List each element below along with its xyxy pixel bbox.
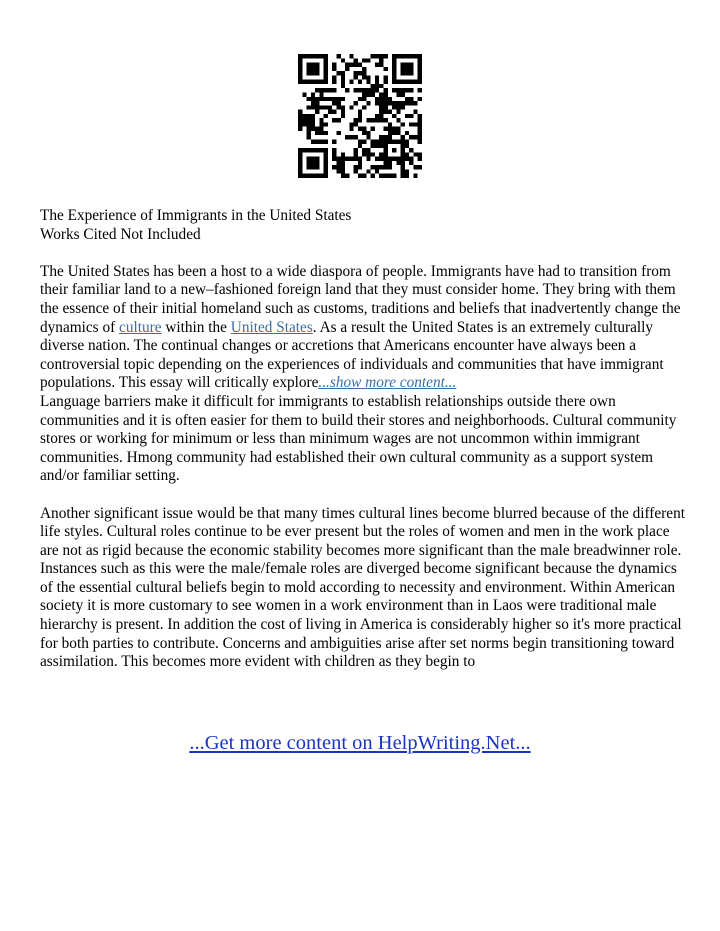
- intro-text-middle: within the: [161, 318, 231, 336]
- intro-text-end: . As a result the United States is an extremely culturally diverse nation. The continual changes or accretions that Americans encounter have always been a controversial topic depending on the experiences of individuals and communities that have immigrant populations. This essay will critically explore: [40, 318, 664, 392]
- document-title: The Experience of Immigrants in the United States: [40, 207, 352, 224]
- intro-text-start: The United States has been a host to a wide diaspora of people. Immigrants have had to transition from their familiar land to a new–fashioned foreign land that they must consider home. They bring with them the essence of their initial homeland such as customs, traditions and beliefs that inadvertently change the dynamics of: [40, 262, 681, 336]
- united-states-link[interactable]: United States: [230, 318, 313, 336]
- show-more-link[interactable]: ...show more content...: [318, 374, 457, 392]
- culture-link[interactable]: culture: [119, 318, 162, 336]
- document-body: [40, 207, 685, 672]
- paragraph-language-barriers: Language barriers make it difficult for immigrants to establish relationships outside there own communities and it is often easier for them to build their stores and neighborhoods. Cultural community stores or working for minimum or less than minimum wages are not uncommon within immigrant communities. Hmong community had established their own cultural community as a support system and/or familiar setting.: [40, 392, 677, 485]
- document-subtitle: Works Cited Not Included: [40, 225, 201, 243]
- qr-code-icon: [298, 54, 422, 178]
- paragraph-cultural-roles: Another significant issue would be that many times cultural lines become blurred because of the different life styles. Cultural roles continue to be ever present but the roles of women and men in the work place are not as rigid because the economic stability becomes more significant than the male breadwinner role. Instances such as this were the male/female roles are diverged become significant because the dynamics of the essential cultural beliefs begin to mold according to necessity and environment. Within American society it is more customary to see women in a work environment than in Laos were traditional male hierarchy is present. In addition the cost of living in America is considerably higher so it's more practical for both parties to contribute. Concerns and ambiguities arise after set norms begin transitioning toward assimilation. This becomes more evident with children as they begin to: [40, 504, 685, 671]
- get-more-content-section: [0, 731, 720, 755]
- get-more-content-link[interactable]: ...Get more content on HelpWriting.Net...: [189, 732, 531, 754]
- paragraph-intro: [40, 263, 685, 393]
